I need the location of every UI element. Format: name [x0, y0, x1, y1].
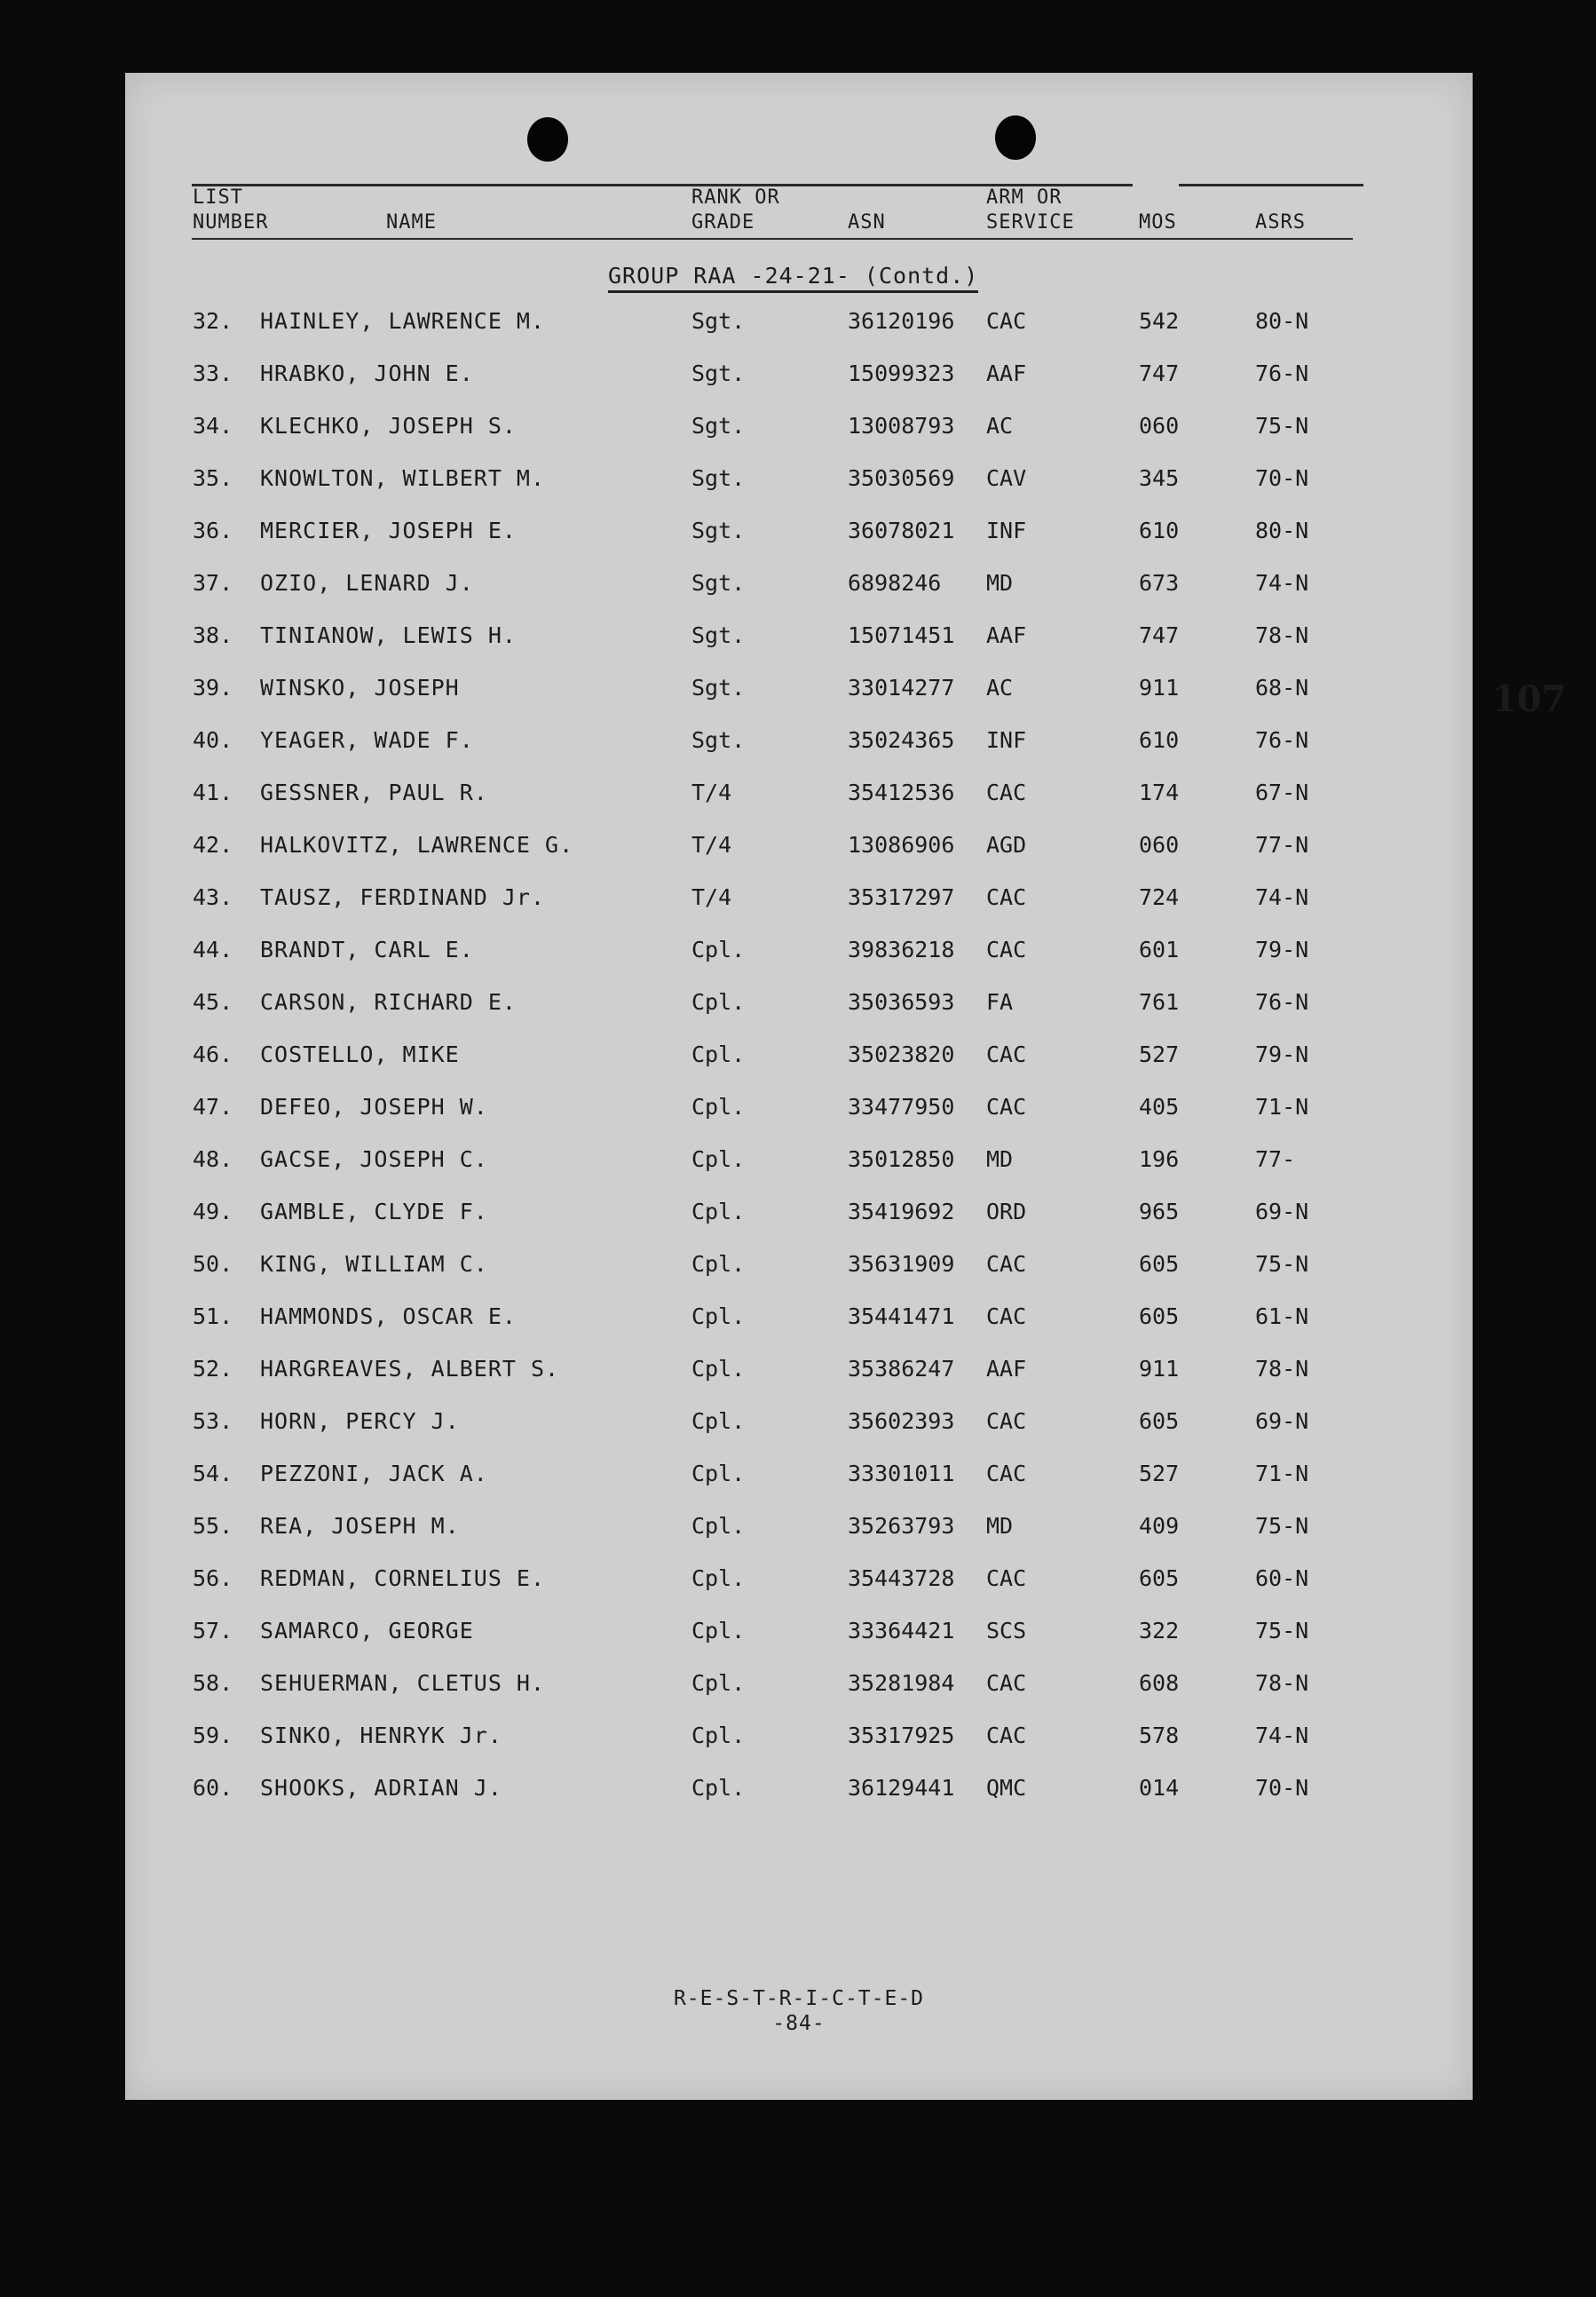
- cell-arm: CAV: [986, 465, 1027, 491]
- cell-asn: 36078021: [848, 518, 955, 543]
- cell-asn: 35419692: [848, 1199, 955, 1224]
- cell-num: 57.: [193, 1618, 233, 1644]
- cell-mos: 605: [1139, 1565, 1180, 1591]
- cell-num: 42.: [193, 832, 233, 858]
- cell-asn: 15071451: [848, 622, 955, 648]
- cell-num: 40.: [193, 727, 233, 753]
- cell-name: SHOOKS, ADRIAN J.: [260, 1775, 502, 1801]
- table-row: [125, 1303, 1473, 1356]
- cell-arm: CAC: [986, 308, 1027, 334]
- cell-num: 50.: [193, 1251, 233, 1277]
- cell-mos: 322: [1139, 1618, 1180, 1644]
- table-row: [125, 780, 1473, 832]
- cell-asrs: 71-N: [1255, 1094, 1309, 1120]
- cell-rank: T/4: [691, 884, 732, 910]
- cell-rank: Sgt.: [691, 622, 746, 648]
- cell-asrs: 76-N: [1255, 989, 1309, 1015]
- cell-asn: 39836218: [848, 937, 955, 962]
- cell-mos: 174: [1139, 780, 1180, 805]
- table-row: [125, 1461, 1473, 1513]
- cell-name: HORN, PERCY J.: [260, 1408, 460, 1434]
- cell-asn: 35631909: [848, 1251, 955, 1277]
- punch-hole-left: [527, 117, 568, 162]
- table-row: [125, 675, 1473, 727]
- cell-asrs: 77-N: [1255, 832, 1309, 858]
- cell-asrs: 76-N: [1255, 360, 1309, 386]
- cell-asn: 13086906: [848, 832, 955, 858]
- cell-asrs: 80-N: [1255, 518, 1309, 543]
- cell-num: 43.: [193, 884, 233, 910]
- table-row: [125, 1408, 1473, 1461]
- cell-rank: Cpl.: [691, 1775, 746, 1801]
- cell-mos: 724: [1139, 884, 1180, 910]
- cell-asn: 35386247: [848, 1356, 955, 1382]
- table-row: [125, 570, 1473, 622]
- cell-name: KNOWLTON, WILBERT M.: [260, 465, 546, 491]
- cell-arm: MD: [986, 1146, 1014, 1172]
- cell-arm: AAF: [986, 622, 1027, 648]
- cell-rank: Cpl.: [691, 1513, 746, 1539]
- cell-arm: CAC: [986, 1461, 1027, 1486]
- cell-asn: 35412536: [848, 780, 955, 805]
- cell-mos: 527: [1139, 1042, 1180, 1067]
- header-rank-2: GRADE: [691, 211, 755, 234]
- cell-arm: AC: [986, 413, 1014, 439]
- cell-asrs: 67-N: [1255, 780, 1309, 805]
- header-arm-2: SERVICE: [986, 211, 1075, 234]
- cell-mos: 610: [1139, 518, 1180, 543]
- cell-num: 49.: [193, 1199, 233, 1224]
- cell-name: CARSON, RICHARD E.: [260, 989, 517, 1015]
- cell-asrs: 69-N: [1255, 1199, 1309, 1224]
- table-row: [125, 1094, 1473, 1146]
- cell-rank: Cpl.: [691, 1461, 746, 1486]
- header-rule-right: [1179, 184, 1363, 186]
- cell-num: 38.: [193, 622, 233, 648]
- cell-asn: 35012850: [848, 1146, 955, 1172]
- cell-asn: 35281984: [848, 1670, 955, 1696]
- cell-mos: 527: [1139, 1461, 1180, 1486]
- group-title: GROUP RAA -24-21- (Contd.): [608, 263, 978, 293]
- cell-mos: 345: [1139, 465, 1180, 491]
- cell-num: 55.: [193, 1513, 233, 1539]
- cell-arm: INF: [986, 727, 1027, 753]
- cell-name: SEHUERMAN, CLETUS H.: [260, 1670, 546, 1696]
- cell-asn: 15099323: [848, 360, 955, 386]
- cell-asrs: 79-N: [1255, 937, 1309, 962]
- table-row: [125, 727, 1473, 780]
- cell-asrs: 75-N: [1255, 1251, 1309, 1277]
- cell-mos: 605: [1139, 1408, 1180, 1434]
- cell-num: 56.: [193, 1565, 233, 1591]
- cell-arm: CAC: [986, 1670, 1027, 1696]
- cell-asrs: 74-N: [1255, 570, 1309, 596]
- cell-rank: Sgt.: [691, 675, 746, 701]
- cell-mos: 060: [1139, 832, 1180, 858]
- cell-mos: 911: [1139, 1356, 1180, 1382]
- cell-arm: AAF: [986, 360, 1027, 386]
- cell-mos: 673: [1139, 570, 1180, 596]
- cell-asrs: 78-N: [1255, 1356, 1309, 1382]
- cell-asn: 35024365: [848, 727, 955, 753]
- cell-name: GESSNER, PAUL R.: [260, 780, 488, 805]
- table-row: [125, 465, 1473, 518]
- table-row: [125, 622, 1473, 675]
- header-rank-1: RANK OR: [691, 186, 780, 209]
- cell-arm: INF: [986, 518, 1027, 543]
- cell-rank: Sgt.: [691, 518, 746, 543]
- cell-mos: 578: [1139, 1723, 1180, 1748]
- cell-rank: Sgt.: [691, 727, 746, 753]
- cell-mos: 911: [1139, 675, 1180, 701]
- footer-page-number: -84-: [772, 2012, 826, 2035]
- header-asrs: ASRS: [1255, 211, 1306, 234]
- table-row: [125, 518, 1473, 570]
- cell-name: YEAGER, WADE F.: [260, 727, 474, 753]
- cell-name: HAMMONDS, OSCAR E.: [260, 1303, 517, 1329]
- cell-name: BRANDT, CARL E.: [260, 937, 474, 962]
- table-row: [125, 832, 1473, 884]
- cell-asn: 33477950: [848, 1094, 955, 1120]
- table-row: [125, 1670, 1473, 1723]
- cell-num: 41.: [193, 780, 233, 805]
- header-rule-bottom: [192, 238, 1353, 240]
- cell-num: 52.: [193, 1356, 233, 1382]
- cell-rank: Cpl.: [691, 1251, 746, 1277]
- cell-asrs: 78-N: [1255, 1670, 1309, 1696]
- header-name: NAME: [386, 211, 437, 234]
- cell-rank: Cpl.: [691, 937, 746, 962]
- table-row: [125, 937, 1473, 989]
- cell-rank: Sgt.: [691, 570, 746, 596]
- cell-rank: Cpl.: [691, 1565, 746, 1591]
- cell-name: HRABKO, JOHN E.: [260, 360, 474, 386]
- cell-rank: Cpl.: [691, 1094, 746, 1120]
- cell-arm: MD: [986, 570, 1014, 596]
- cell-asrs: 75-N: [1255, 1513, 1309, 1539]
- table-row: [125, 1775, 1473, 1827]
- cell-rank: Cpl.: [691, 1723, 746, 1748]
- cell-name: HALKOVITZ, LAWRENCE G.: [260, 832, 574, 858]
- cell-asn: 36120196: [848, 308, 955, 334]
- cell-arm: QMC: [986, 1775, 1027, 1801]
- cell-asrs: 70-N: [1255, 465, 1309, 491]
- cell-asrs: 68-N: [1255, 675, 1309, 701]
- cell-name: KLECHKO, JOSEPH S.: [260, 413, 517, 439]
- document-page: [125, 73, 1567, 2100]
- cell-arm: AGD: [986, 832, 1027, 858]
- cell-asn: 35602393: [848, 1408, 955, 1434]
- punch-hole-right: [995, 115, 1036, 160]
- cell-mos: 610: [1139, 727, 1180, 753]
- cell-name: WINSKO, JOSEPH: [260, 675, 460, 701]
- cell-asrs: 74-N: [1255, 1723, 1309, 1748]
- cell-mos: 405: [1139, 1094, 1180, 1120]
- cell-name: REDMAN, CORNELIUS E.: [260, 1565, 546, 1591]
- cell-rank: Sgt.: [691, 360, 746, 386]
- table-row: [125, 1251, 1473, 1303]
- margin-number: 107: [1492, 678, 1567, 720]
- cell-arm: AAF: [986, 1356, 1027, 1382]
- cell-arm: AC: [986, 675, 1014, 701]
- cell-arm: FA: [986, 989, 1014, 1015]
- cell-name: HAINLEY, LAWRENCE M.: [260, 308, 546, 334]
- cell-rank: Cpl.: [691, 1356, 746, 1382]
- table-row: [125, 1356, 1473, 1408]
- table-row: [125, 413, 1473, 465]
- table-row: [125, 989, 1473, 1042]
- cell-num: 47.: [193, 1094, 233, 1120]
- cell-name: TAUSZ, FERDINAND Jr.: [260, 884, 546, 910]
- cell-arm: CAC: [986, 1723, 1027, 1748]
- cell-name: REA, JOSEPH M.: [260, 1513, 460, 1539]
- cell-num: 58.: [193, 1670, 233, 1696]
- cell-mos: 965: [1139, 1199, 1180, 1224]
- cell-asn: 35263793: [848, 1513, 955, 1539]
- cell-rank: Cpl.: [691, 1408, 746, 1434]
- cell-arm: SCS: [986, 1618, 1027, 1644]
- cell-rank: Cpl.: [691, 1042, 746, 1067]
- cell-name: OZIO, LENARD J.: [260, 570, 474, 596]
- cell-rank: Cpl.: [691, 1618, 746, 1644]
- table-row: [125, 308, 1473, 360]
- cell-mos: 605: [1139, 1303, 1180, 1329]
- cell-rank: Sgt.: [691, 308, 746, 334]
- cell-asn: 35441471: [848, 1303, 955, 1329]
- table-row: [125, 1513, 1473, 1565]
- cell-asn: 33014277: [848, 675, 955, 701]
- cell-asrs: 60-N: [1255, 1565, 1309, 1591]
- header-list-number-1: LIST: [193, 186, 243, 209]
- table-row: [125, 1199, 1473, 1251]
- cell-asrs: 70-N: [1255, 1775, 1309, 1801]
- cell-num: 60.: [193, 1775, 233, 1801]
- cell-asrs: 71-N: [1255, 1461, 1309, 1486]
- cell-mos: 014: [1139, 1775, 1180, 1801]
- cell-arm: CAC: [986, 1408, 1027, 1434]
- cell-rank: Cpl.: [691, 1199, 746, 1224]
- header-arm-1: ARM OR: [986, 186, 1063, 209]
- cell-rank: T/4: [691, 832, 732, 858]
- header-mos: MOS: [1139, 211, 1177, 234]
- cell-num: 32.: [193, 308, 233, 334]
- cell-mos: 060: [1139, 413, 1180, 439]
- cell-name: SAMARCO, GEORGE: [260, 1618, 474, 1644]
- cell-num: 51.: [193, 1303, 233, 1329]
- cell-rank: T/4: [691, 780, 732, 805]
- roster-table: [125, 308, 1473, 1827]
- cell-arm: CAC: [986, 780, 1027, 805]
- table-row: [125, 1723, 1473, 1775]
- cell-rank: Sgt.: [691, 413, 746, 439]
- cell-mos: 409: [1139, 1513, 1180, 1539]
- cell-num: 45.: [193, 989, 233, 1015]
- cell-asn: 35443728: [848, 1565, 955, 1591]
- cell-name: TINIANOW, LEWIS H.: [260, 622, 517, 648]
- cell-num: 39.: [193, 675, 233, 701]
- footer-restricted: R-E-S-T-R-I-C-T-E-D: [673, 1987, 925, 2010]
- cell-name: SINKO, HENRYK Jr.: [260, 1723, 502, 1748]
- cell-asn: 35036593: [848, 989, 955, 1015]
- cell-asn: 35317925: [848, 1723, 955, 1748]
- cell-asn: 35317297: [848, 884, 955, 910]
- table-row: [125, 1146, 1473, 1199]
- cell-mos: 761: [1139, 989, 1180, 1015]
- cell-asrs: 61-N: [1255, 1303, 1309, 1329]
- cell-asrs: 69-N: [1255, 1408, 1309, 1434]
- cell-arm: CAC: [986, 1094, 1027, 1120]
- cell-rank: Cpl.: [691, 1303, 746, 1329]
- cell-asn: 33301011: [848, 1461, 955, 1486]
- cell-mos: 608: [1139, 1670, 1180, 1696]
- cell-arm: CAC: [986, 1303, 1027, 1329]
- cell-num: 36.: [193, 518, 233, 543]
- table-row: [125, 1565, 1473, 1618]
- cell-mos: 605: [1139, 1251, 1180, 1277]
- cell-num: 35.: [193, 465, 233, 491]
- cell-mos: 747: [1139, 360, 1180, 386]
- cell-num: 34.: [193, 413, 233, 439]
- cell-asn: 35023820: [848, 1042, 955, 1067]
- cell-num: 48.: [193, 1146, 233, 1172]
- cell-asrs: 75-N: [1255, 1618, 1309, 1644]
- table-row: [125, 1042, 1473, 1094]
- cell-name: DEFEO, JOSEPH W.: [260, 1094, 488, 1120]
- cell-rank: Cpl.: [691, 989, 746, 1015]
- cell-num: 37.: [193, 570, 233, 596]
- cell-num: 54.: [193, 1461, 233, 1486]
- cell-asrs: 80-N: [1255, 308, 1309, 334]
- cell-asrs: 76-N: [1255, 727, 1309, 753]
- header-asn: ASN: [848, 211, 886, 234]
- cell-asrs: 78-N: [1255, 622, 1309, 648]
- cell-rank: Cpl.: [691, 1670, 746, 1696]
- cell-asrs: 74-N: [1255, 884, 1309, 910]
- cell-arm: MD: [986, 1513, 1014, 1539]
- table-row: [125, 884, 1473, 937]
- cell-num: 33.: [193, 360, 233, 386]
- cell-num: 44.: [193, 937, 233, 962]
- cell-mos: 542: [1139, 308, 1180, 334]
- table-row: [125, 360, 1473, 413]
- cell-asrs: 77-: [1255, 1146, 1296, 1172]
- table-row: [125, 1618, 1473, 1670]
- cell-asn: 6898246: [848, 570, 942, 596]
- header-list-number-2: NUMBER: [193, 211, 269, 234]
- cell-name: COSTELLO, MIKE: [260, 1042, 460, 1067]
- cell-rank: Sgt.: [691, 465, 746, 491]
- cell-num: 59.: [193, 1723, 233, 1748]
- cell-arm: CAC: [986, 937, 1027, 962]
- cell-arm: ORD: [986, 1199, 1027, 1224]
- cell-num: 53.: [193, 1408, 233, 1434]
- cell-name: HARGREAVES, ALBERT S.: [260, 1356, 560, 1382]
- cell-name: KING, WILLIAM C.: [260, 1251, 488, 1277]
- cell-mos: 196: [1139, 1146, 1180, 1172]
- cell-asn: 35030569: [848, 465, 955, 491]
- cell-asn: 13008793: [848, 413, 955, 439]
- cell-asrs: 75-N: [1255, 413, 1309, 439]
- cell-name: MERCIER, JOSEPH E.: [260, 518, 517, 543]
- cell-mos: 747: [1139, 622, 1180, 648]
- cell-arm: CAC: [986, 884, 1027, 910]
- cell-arm: CAC: [986, 1565, 1027, 1591]
- cell-asrs: 79-N: [1255, 1042, 1309, 1067]
- cell-num: 46.: [193, 1042, 233, 1067]
- cell-arm: CAC: [986, 1042, 1027, 1067]
- cell-asn: 33364421: [848, 1618, 955, 1644]
- cell-arm: CAC: [986, 1251, 1027, 1277]
- cell-name: GACSE, JOSEPH C.: [260, 1146, 488, 1172]
- cell-rank: Cpl.: [691, 1146, 746, 1172]
- cell-mos: 601: [1139, 937, 1180, 962]
- cell-asn: 36129441: [848, 1775, 955, 1801]
- cell-name: PEZZONI, JACK A.: [260, 1461, 488, 1486]
- cell-name: GAMBLE, CLYDE F.: [260, 1199, 488, 1224]
